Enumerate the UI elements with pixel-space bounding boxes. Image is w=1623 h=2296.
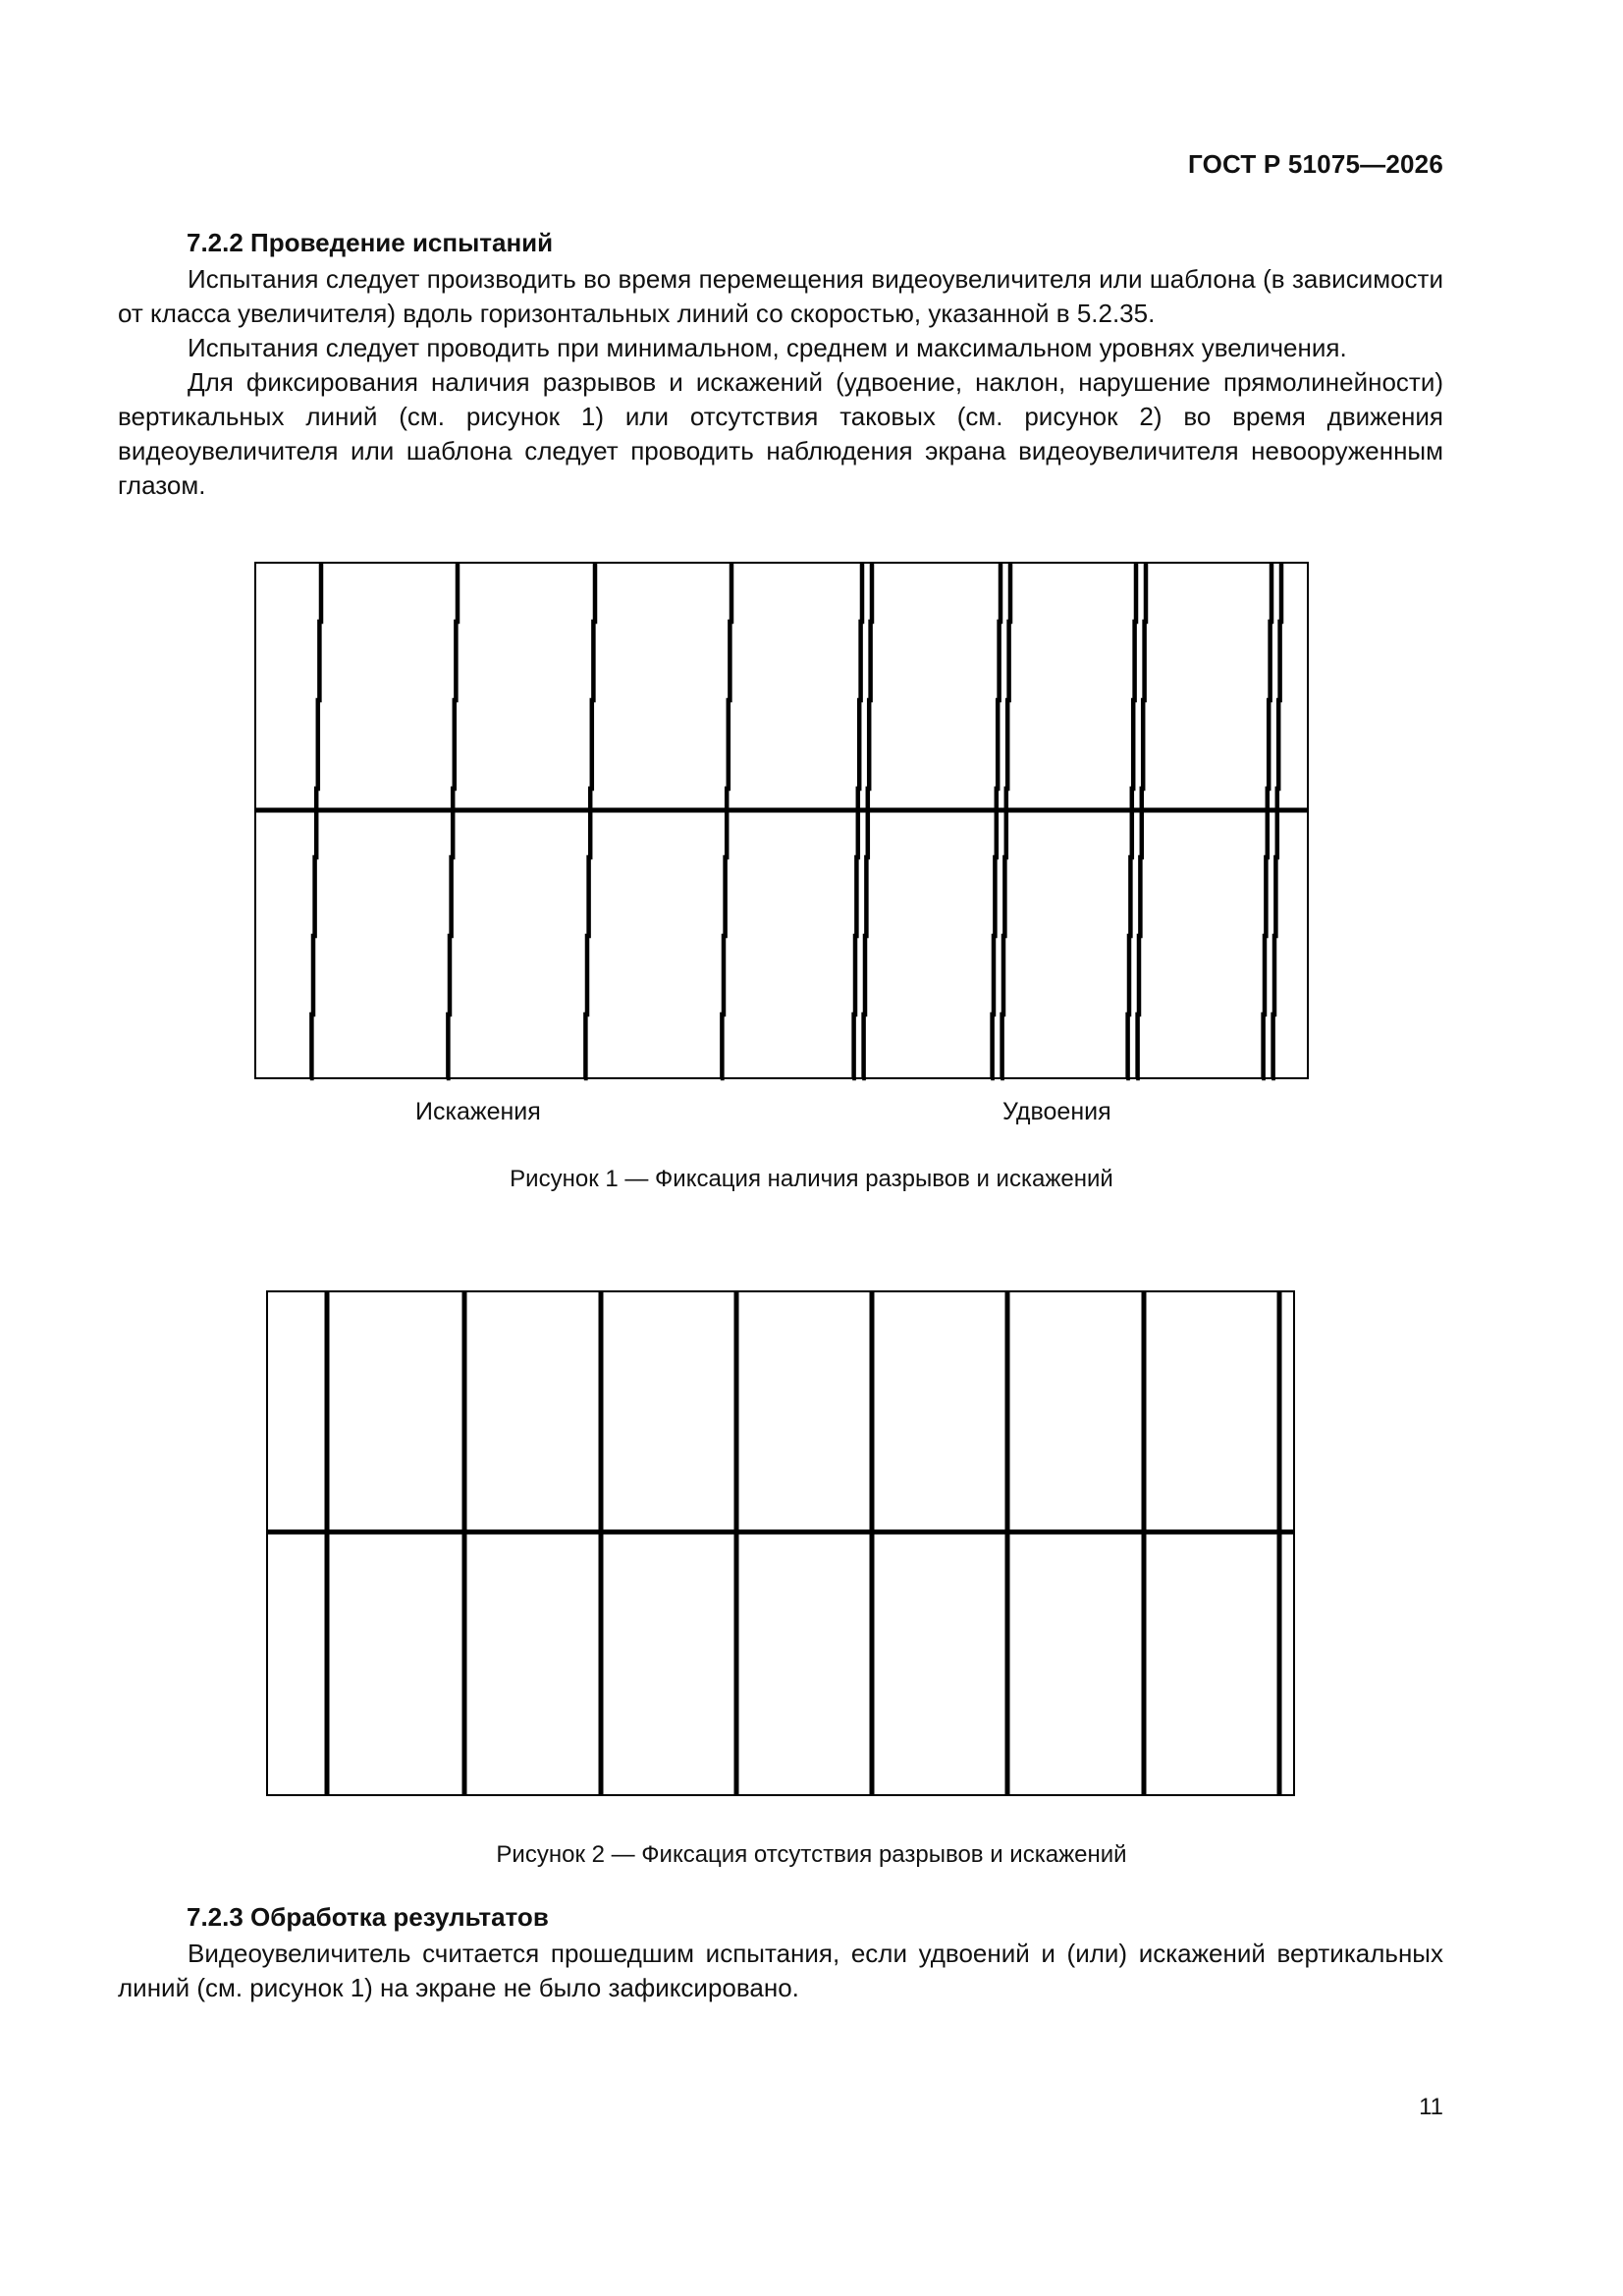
figure-2-caption: Рисунок 2 — Фиксация отсутствия разрывов и искажений — [496, 1841, 1127, 1868]
distorted-vertical-line — [584, 563, 595, 1078]
section-title-7-2-3: 7.2.3 Обработка результатов — [187, 1902, 549, 1932]
distorted-vertical-line — [310, 563, 321, 1078]
doubled-vertical-line — [1271, 563, 1281, 1078]
figure-2-frame — [267, 1291, 1294, 1795]
figure-1-label-doublings: Удвоения — [1002, 1098, 1111, 1125]
section-title-7-2-2: 7.2.2 Проведение испытаний — [187, 228, 554, 257]
figure-1-caption: Рисунок 1 — Фиксация наличия разрывов и искажений — [510, 1166, 1113, 1192]
section-7-2-3-body — [118, 1937, 1443, 2005]
doubled-vertical-line — [1126, 563, 1136, 1078]
paragraph: Для фиксирования наличия разрывов и искажений (удвоение, наклон, нарушение прямолинейности) вертикальных линий (см. рисунок 1) или отсутствия таковых (см. рисунок 2) во время движения видеоувеличителя или шаблона следует проводить наблюдения экрана видеоувеличителя невооруженным глазом. — [118, 367, 1443, 500]
paragraph: Испытания следует проводить при минимальном, среднем и максимальном уровнях увеличения. — [188, 333, 1347, 362]
figure-2-clean-grid-diagram — [0, 1277, 1623, 1807]
distorted-vertical-line — [721, 563, 731, 1078]
paragraph: Видеоувеличитель считается прошедшим испытания, если удвоений и (или) искажений вертикальных линий (см. рисунок 1) на экране не было зафиксировано. — [118, 1939, 1443, 2002]
figure-1-distortion-diagram — [0, 0, 1623, 1100]
figure-1-frame — [255, 563, 1308, 1078]
doubled-vertical-line — [1136, 563, 1146, 1078]
figure-1-label-distortions: Искажения — [415, 1098, 541, 1125]
paragraph: Испытания следует производить во время перемещения видеоувеличителя или шаблона (в зависимости от класса увеличителя) вдоль горизонтальных линий со скоростью, указанной в 5.2.35. — [118, 264, 1443, 328]
distorted-vertical-line — [447, 563, 458, 1078]
doubled-vertical-line — [862, 563, 872, 1078]
doubled-vertical-line — [1001, 563, 1010, 1078]
document-id: ГОСТ Р 51075—2026 — [1188, 149, 1443, 179]
page-number: 11 — [1419, 2094, 1443, 2120]
doubled-vertical-line — [991, 563, 1001, 1078]
doubled-vertical-line — [852, 563, 862, 1078]
doubled-vertical-line — [1262, 563, 1271, 1078]
